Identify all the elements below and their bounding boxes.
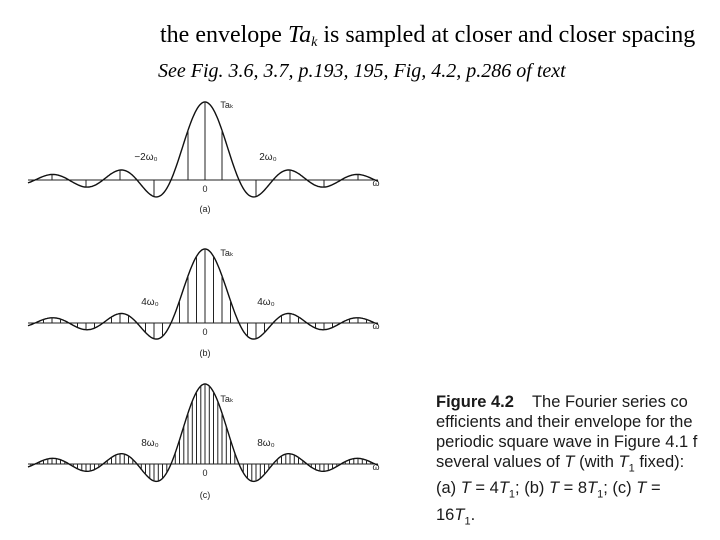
panel-c-axis-label: ω xyxy=(372,462,380,472)
caption-symbol: T xyxy=(460,479,471,498)
panel-a-origin: 0 xyxy=(202,184,208,194)
headline-subscript: k xyxy=(311,35,318,50)
panel-a-envelope-label: Taₖ xyxy=(220,100,234,110)
text-reference: See Fig. 3.6, 3.7, p.193, 195, Fig, 4.2, p.286 of text xyxy=(158,60,566,82)
caption-text: ; (b) xyxy=(515,479,549,498)
panel-b-origin: 0 xyxy=(202,327,208,337)
panel-c-origin: 0 xyxy=(202,468,208,478)
caption-symbol: T xyxy=(564,453,575,471)
caption-text: (with xyxy=(574,453,619,471)
caption-text: ; (c) xyxy=(603,479,637,498)
caption-text: fixed): xyxy=(634,453,685,471)
caption-text: several values of xyxy=(436,453,565,471)
panel-c-left-marker: 8ω₀ xyxy=(141,438,159,449)
panel-a-envelope xyxy=(28,102,378,197)
caption-subscript: 1 xyxy=(464,514,471,527)
caption-text: = 4 xyxy=(470,479,499,498)
panel-b-label: (b) xyxy=(199,348,211,358)
panel-b-axis-label: ω xyxy=(372,321,380,331)
caption-text: The Fourier series co xyxy=(531,393,688,411)
caption-line-4 xyxy=(436,452,720,478)
panel-c-label: (c) xyxy=(199,490,211,500)
caption-line-1 xyxy=(436,392,720,412)
panel-b-right-marker: 4ω₀ xyxy=(257,297,275,308)
figure-caption xyxy=(436,392,720,531)
panel-a-axis-label: ω xyxy=(372,178,380,188)
headline-symbol: Ta xyxy=(287,22,312,48)
caption-symbol: T xyxy=(454,505,465,524)
caption-symbol: T xyxy=(548,479,560,498)
caption-subscript: 1 xyxy=(628,462,635,475)
caption-text: . xyxy=(470,505,476,524)
panel-b-envelope-label: Taₖ xyxy=(220,248,234,258)
caption-line-5 xyxy=(436,478,720,504)
caption-symbol: T xyxy=(498,479,509,498)
caption-text: (a) xyxy=(436,479,461,498)
caption-subscript: 1 xyxy=(508,488,516,501)
panel-c-right-marker: 8ω₀ xyxy=(257,438,275,449)
caption-text: = 8 xyxy=(559,479,588,498)
caption-symbol: T xyxy=(618,453,629,471)
caption-line-6 xyxy=(436,505,720,531)
caption-line-2: efficients and their envelope for the xyxy=(436,413,693,431)
caption-symbol: T xyxy=(636,479,647,498)
caption-figure-label: Figure 4.2 xyxy=(436,393,514,411)
caption-text: 16 xyxy=(436,505,455,524)
caption-text: = xyxy=(646,479,661,498)
panel-a-left-marker: −2ω₀ xyxy=(134,152,158,163)
panel-c-envelope xyxy=(28,384,378,481)
panel-a-right-marker: 2ω₀ xyxy=(259,152,277,163)
panel-b-envelope xyxy=(28,249,378,339)
caption-symbol: T xyxy=(587,479,598,498)
panel-a-label: (a) xyxy=(199,204,211,214)
headline-before: the envelope xyxy=(160,22,288,48)
headline-after: is sampled at closer and closer spacing xyxy=(317,22,696,48)
caption-subscript: 1 xyxy=(597,488,604,501)
panel-b-left-marker: 4ω₀ xyxy=(141,297,159,308)
panel-c-envelope-label: Taₖ xyxy=(220,394,234,404)
caption-line-3: periodic square wave in Figure 4.1 f xyxy=(436,433,698,451)
